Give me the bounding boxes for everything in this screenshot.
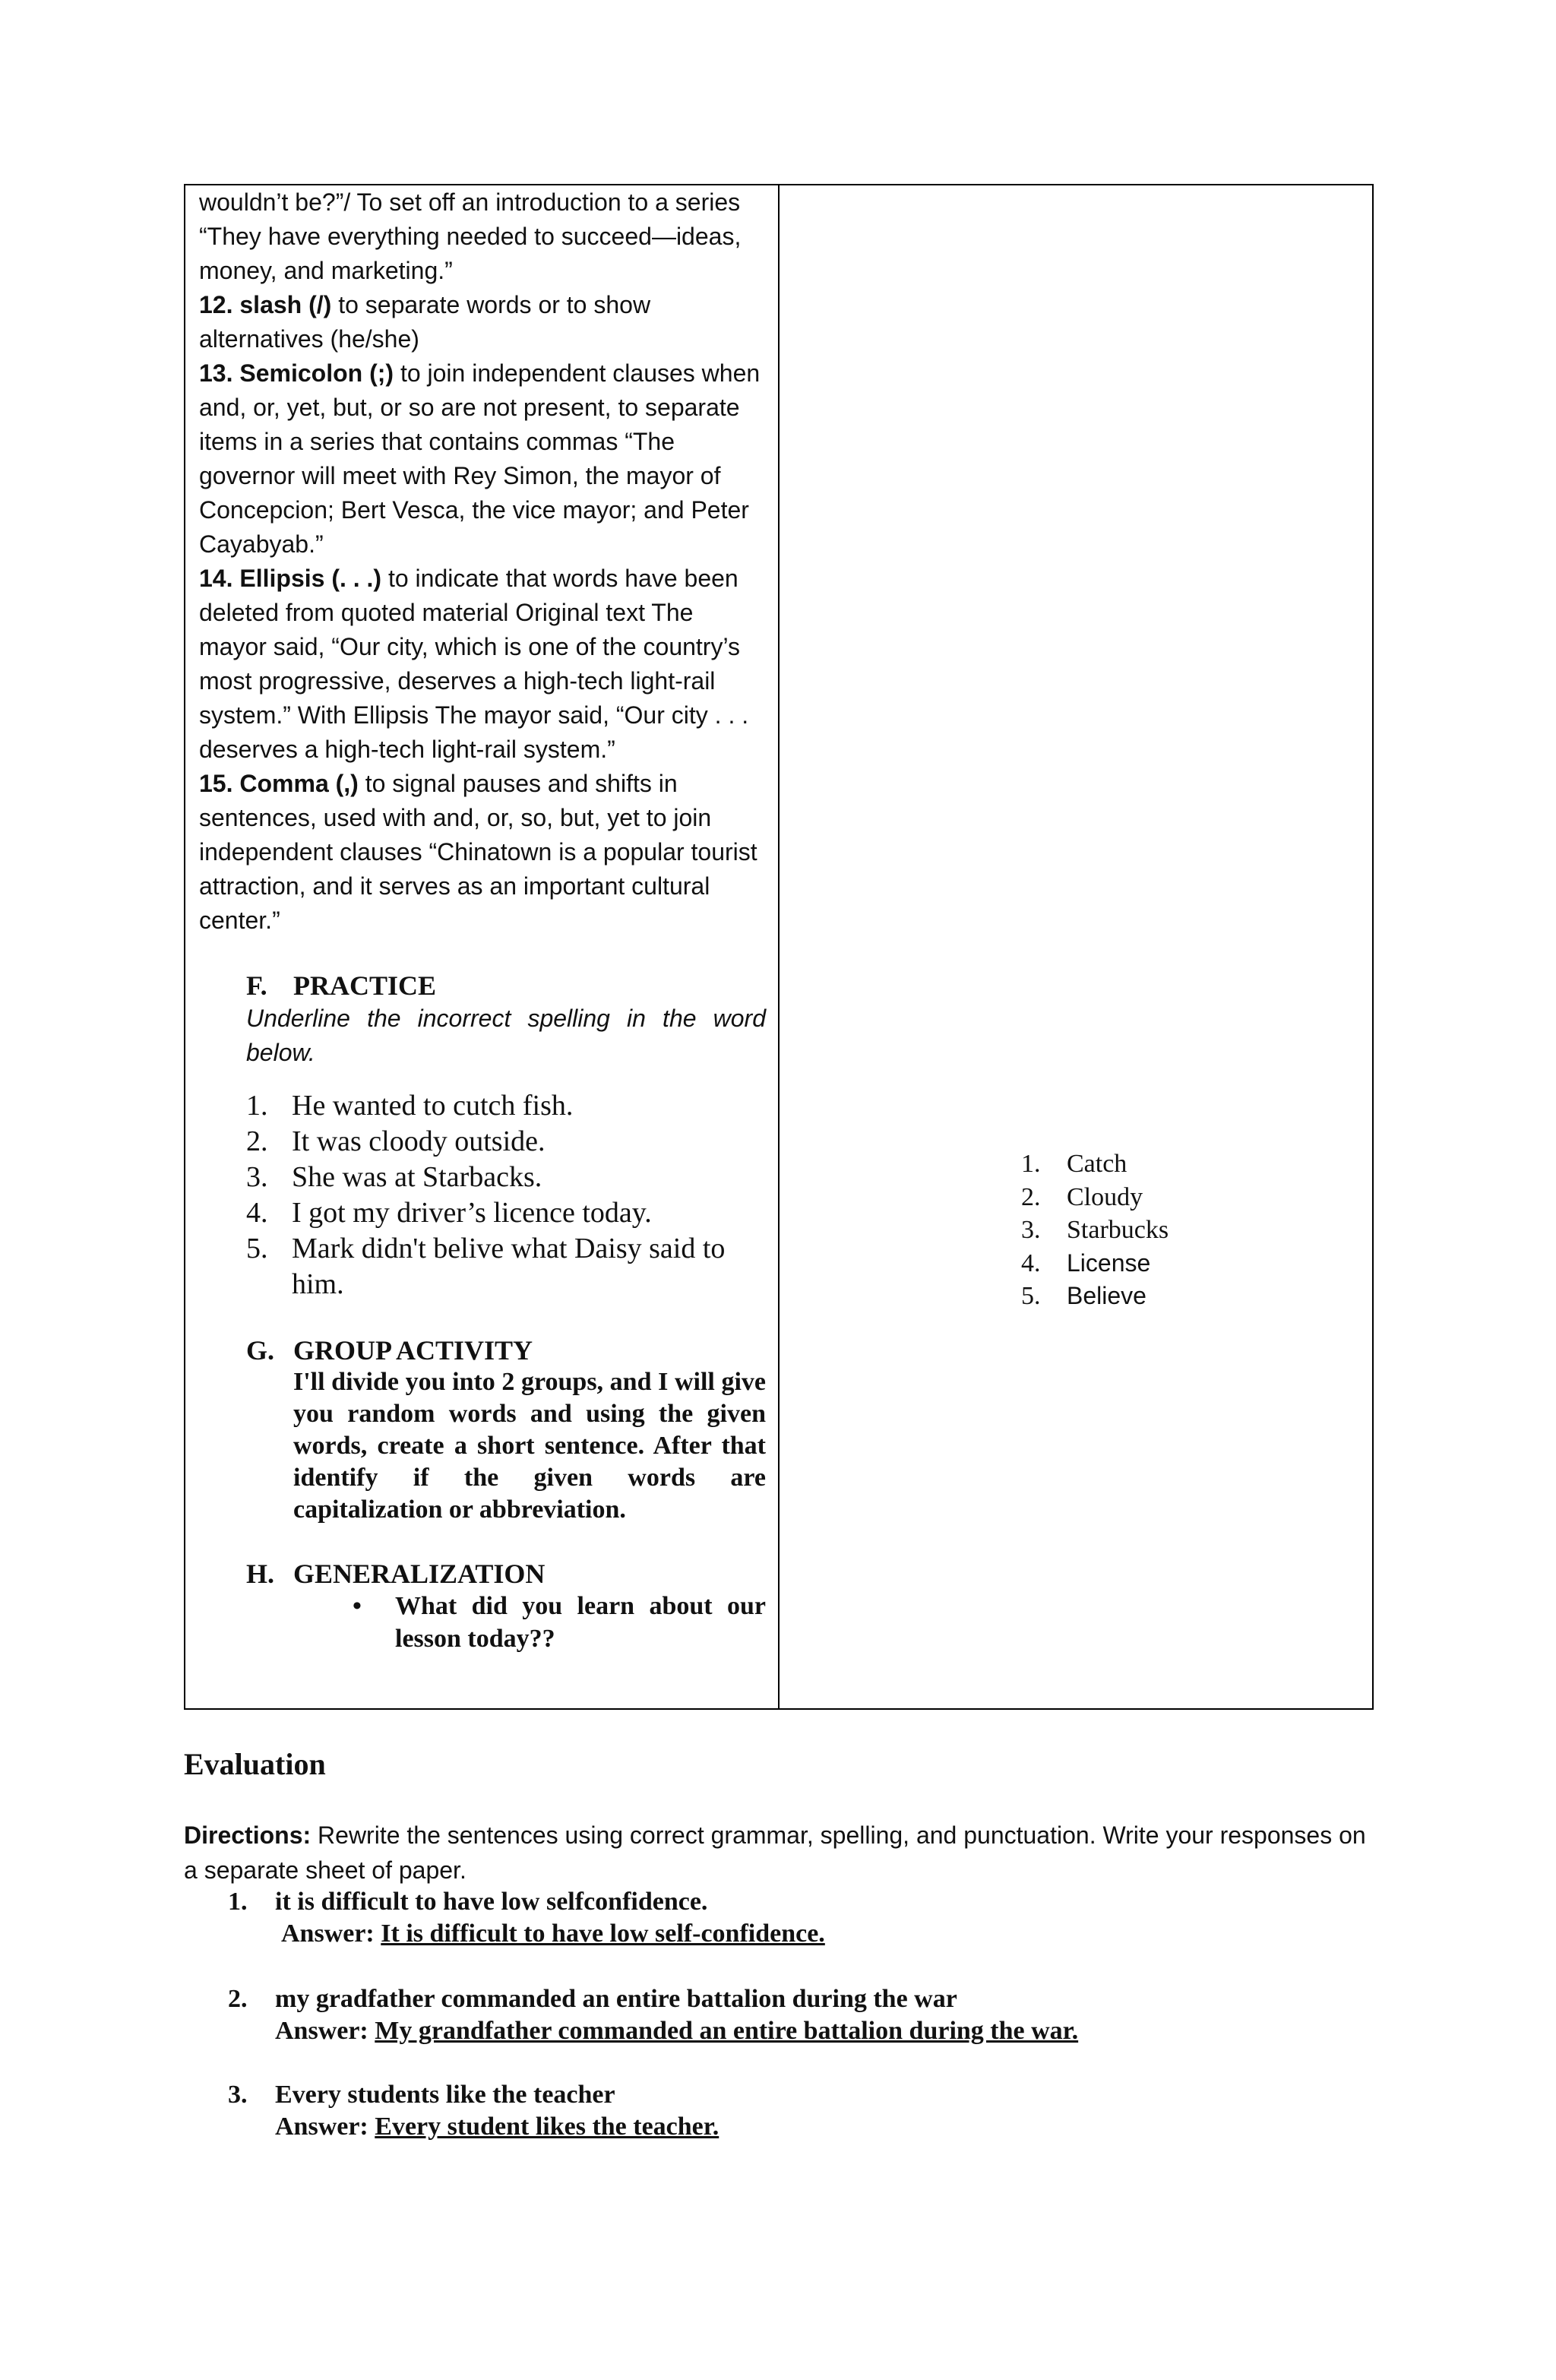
group-activity-heading — [246, 1334, 766, 1366]
sentence-text: it is difficult to have low selfconfidence. — [275, 1888, 708, 1916]
practice-letter: F. — [246, 970, 267, 1001]
item-text: She was at Starbacks. — [292, 1161, 542, 1193]
item-number: 5. — [246, 1233, 268, 1264]
group-activity-letter: G. — [246, 1335, 275, 1366]
answer-text: My grandfather commanded an entire battalion during the war. — [375, 2017, 1079, 2045]
comma-rule-label: 15. Comma (,) — [199, 770, 359, 797]
slash-rule — [199, 288, 766, 356]
procedure-cell — [185, 185, 780, 1708]
item-number: 3. — [228, 2081, 248, 2109]
answer-key-list — [1021, 1147, 1169, 1313]
evaluation-item-1 — [228, 1886, 1368, 1950]
practice-instruction: Underline the incorrect spelling in the word below. — [246, 1005, 766, 1066]
item-number: 2. — [246, 1125, 268, 1157]
generalization-heading — [246, 1558, 766, 1590]
semicolon-rule-label: 13. Semicolon (;) — [199, 359, 394, 387]
item-number: 1. — [1021, 1150, 1041, 1178]
generalization-question — [353, 1590, 766, 1655]
answer-text: Cloudy — [1067, 1182, 1143, 1211]
list-item — [1021, 1181, 1169, 1214]
item-number: 1. — [228, 1888, 248, 1916]
item-number: 4. — [246, 1197, 268, 1229]
slash-rule-text: to separate words or to show alternatives (he/she) — [199, 291, 651, 353]
item-text: It was cloody outside. — [292, 1125, 546, 1157]
evaluation-directions — [184, 1818, 1374, 1888]
item-number: 2. — [1021, 1182, 1041, 1211]
list-item — [1021, 1280, 1169, 1313]
list-item — [1021, 1214, 1169, 1247]
comma-rule — [199, 767, 766, 938]
item-number: 1. — [246, 1090, 268, 1122]
generalization-question-text: What did you learn about our lesson today?? — [395, 1592, 766, 1653]
evaluation-title: Evaluation — [184, 1747, 326, 1781]
comma-rule-text: to signal pauses and shifts in sentences, used with and, or, so, but, yet to join independent clauses “Chinatown is a popular tourist attraction, and it serves as an important cultural center.” — [199, 770, 757, 934]
answer-label: Answer: — [275, 2113, 375, 2141]
semicolon-rule-text: to join independent clauses when and, or, yet, but, or so are not present, to separate items in a series that contains commas “The governor will meet with Rey Simon, the mayor of Concepcion; Bert Vesca, the vice mayor; and Peter Cayabyab.” — [199, 359, 761, 558]
group-activity-text: I'll divide you into 2 groups, and I will give you random words and using the given words, create a short sentence. After that identify if the given words are capitalization or abbreviation. — [293, 1368, 766, 1524]
answer-text: Starbucks — [1067, 1216, 1169, 1244]
item-number: 3. — [1021, 1216, 1041, 1244]
item-number: 5. — [1021, 1282, 1041, 1310]
answer-text: Every student likes the teacher. — [375, 2113, 719, 2141]
list-item — [246, 1088, 766, 1124]
item-text: Mark didn't belive what Daisy said to him. — [292, 1233, 726, 1300]
evaluation-item-3 — [228, 2079, 1368, 2143]
evaluation-answer — [281, 1918, 1368, 1950]
bullet-icon: • — [353, 1592, 362, 1620]
list-item — [246, 1124, 766, 1160]
ellipsis-rule-label: 14. Ellipsis (. . .) — [199, 565, 382, 592]
ellipsis-rule-text: to indicate that words have been deleted from quoted material Original text The mayor said, “Our city, which is one of the country’s most progressive, deserves a high-tech light-rail system.” With Ellipsis The mayor said, “Our city . . . deserves a high-tech light-rail system.” — [199, 565, 749, 763]
generalization-letter: H. — [246, 1559, 275, 1589]
evaluation-answer — [275, 2111, 1368, 2143]
lesson-plan-table — [184, 184, 1374, 1710]
answer-text: Believe — [1067, 1282, 1146, 1309]
evaluation-answer — [275, 2015, 1368, 2047]
list-item — [1021, 1247, 1169, 1280]
list-item — [246, 1160, 766, 1195]
directions-label: Directions: — [184, 1821, 312, 1849]
group-activity-title: GROUP ACTIVITY — [293, 1335, 533, 1366]
sentence-text: Every students like the teacher — [275, 2081, 615, 2109]
answer-key-cell — [780, 185, 1372, 1708]
semicolon-rule — [199, 356, 766, 562]
answer-text: It is difficult to have low self-confidence. — [381, 1920, 825, 1948]
practice-title: PRACTICE — [293, 970, 437, 1001]
colon-usage-text: wouldn’t be?”/ To set off an introduction to a series “They have everything needed to succeed—ideas, money, and marketing.” — [199, 188, 742, 284]
evaluation-item-2 — [228, 1983, 1368, 2047]
item-number: 4. — [1021, 1249, 1041, 1277]
item-number: 2. — [228, 1985, 248, 2013]
slash-rule-label: 12. slash (/) — [199, 291, 332, 318]
practice-list — [199, 1088, 766, 1302]
answer-label: Answer: — [275, 2017, 375, 2045]
practice-heading — [246, 970, 766, 1002]
answer-text: Catch — [1067, 1150, 1127, 1178]
answer-label: Answer: — [281, 1920, 381, 1948]
evaluation-sentence — [228, 1886, 1368, 1918]
item-text: I got my driver’s licence today. — [292, 1197, 652, 1229]
list-item — [1021, 1147, 1169, 1181]
generalization-title: GENERALIZATION — [293, 1559, 546, 1589]
answer-text: License — [1067, 1249, 1151, 1277]
sentence-text: my gradfather commanded an entire battalion during the war — [275, 1985, 957, 2013]
list-item — [246, 1231, 766, 1302]
item-text: He wanted to cutch fish. — [292, 1090, 574, 1122]
evaluation-sentence — [228, 2079, 1368, 2111]
directions-text: Rewrite the sentences using correct grammar, spelling, and punctuation. Write your responses on a separate sheet of paper. — [184, 1821, 1366, 1884]
evaluation-sentence — [228, 1983, 1368, 2015]
list-item — [246, 1195, 766, 1231]
item-number: 3. — [246, 1161, 268, 1193]
ellipsis-rule — [199, 562, 766, 767]
